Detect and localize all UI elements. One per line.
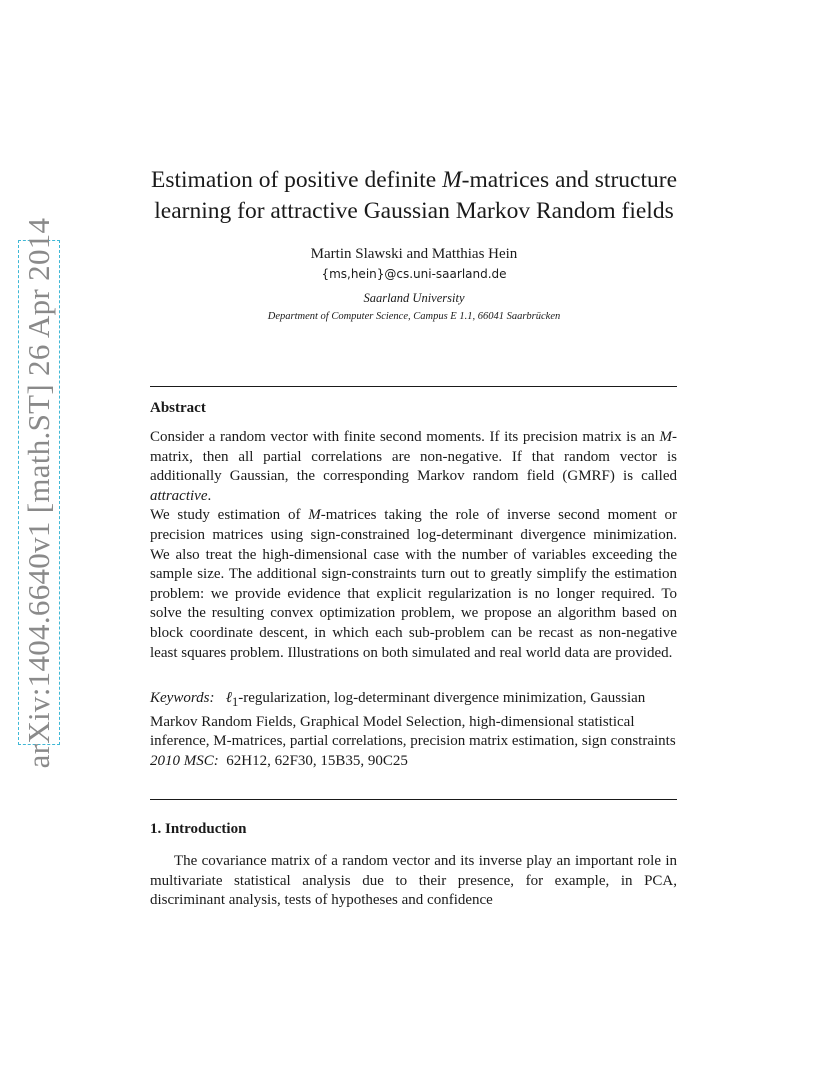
abstract-p2-text-a: We study estimation of [150,507,309,524]
keywords-block [150,689,677,771]
abstract-bottom-rule [150,799,677,800]
msc-value: 62H12, 62F30, 15B35, 90C25 [226,752,408,769]
abstract-p1-text-b: -matrix, then all partial correlations are non-negative. If that random vector is additionally Gaussian, the corresponding Markov random field (GMRF) is called [150,429,677,485]
abstract-p1-text-a: Consider a random vector with finite second moments. If its precision matrix is an [150,429,660,445]
keywords-text: -regularization, log-determinant divergence minimization, Gaussian Markov Random Fields, Graphical Model Selection, high-dimensional statistical inference, M-matrices, partial correlations, precision matrix estimation, sign constraints [150,690,676,750]
keywords-line [150,689,677,752]
abstract-p1-emphasis: attractive [150,487,208,504]
abstract-heading: Abstract [150,400,206,416]
university: Saarland University [363,291,465,305]
abstract-top-rule [150,386,677,387]
abstract-p2-math: M [308,507,321,524]
title-line-1 [130,165,698,196]
abstract-p1-text-c: . [207,487,212,504]
keywords-ell-subscript: 1 [231,695,239,709]
author-email[interactable]: {ms,hein}@cs.uni-saarland.de [321,267,507,281]
introduction-paragraph: The covariance matrix of a random vector and its inverse play an important role in multivariate statistical analysis due to their presence, for example, in PCA, discriminant analysis, tests of hypotheses and confidence [150,853,677,909]
abstract-p1-math: M [659,429,672,445]
msc-label: 2010 MSC: [150,752,219,769]
department: Department of Computer Science, Campus E 1.1, 66041 Saarbrücken [267,311,561,322]
title-text-b: -matrices and structure [461,167,677,193]
title-text-a: Estimation of positive definite [151,167,443,193]
abstract-paragraph-1 [150,428,677,506]
abstract-body [150,428,677,663]
title-line-2: learning for attractive Gaussian Markov Random fields [154,198,674,224]
keywords-ell: ℓ [225,690,232,706]
title-math-m: M [442,167,462,193]
abstract-p2-text-b: -matrices taking the role of inverse second moment or precision matrices using sign-constrained log-determinant divergence minimization. We also treat the high-dimensional case with the number of variables exceeding the sample size. The additional sign-constraints turn out to greatly simplify the estimation problem: we provide evidence that explicit regularization is no longer required. To solve the resulting convex optimization problem, we propose an algorithm based on block coordinate descent, in which each sub-problem can be recast as non-negative least squares problem. Illustrations on both simulated and real world data are provided. [150,507,677,661]
msc-line [150,752,677,772]
authors: Martin Slawski and Matthias Hein [310,246,518,262]
arxiv-id: arXiv:1404.6640v1 [math.ST] 26 Apr 2014 [21,217,56,768]
arxiv-stamp [18,217,60,768]
paper-title [130,165,698,227]
keywords-label: Keywords: [150,690,215,706]
abstract-paragraph-2 [150,506,677,663]
section-heading-introduction: 1. Introduction [150,821,247,837]
